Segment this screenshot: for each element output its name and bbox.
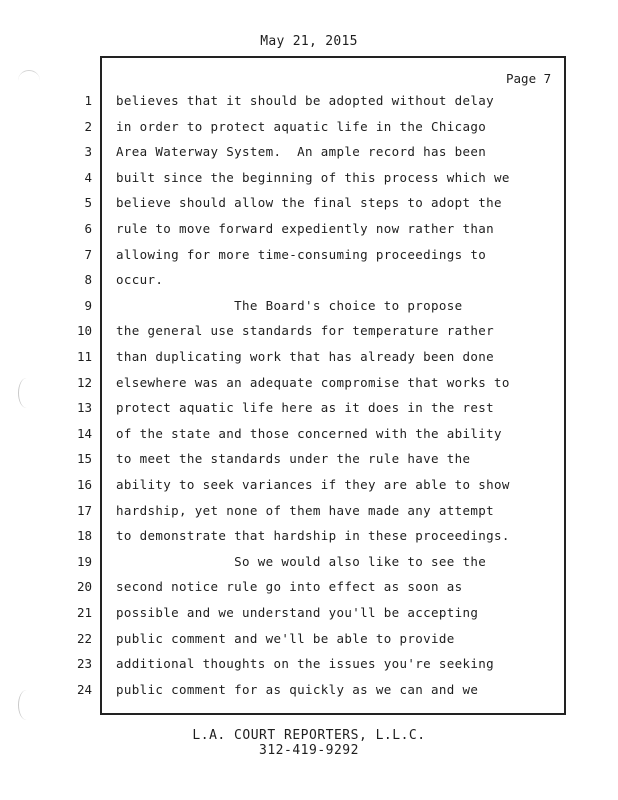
line-number: 17 <box>76 502 92 518</box>
line-number: 18 <box>76 528 92 544</box>
transcript-line: than duplicating work that has already been done <box>116 349 495 364</box>
line-number: 13 <box>76 400 92 416</box>
transcript-line: Area Waterway System. An ample record has been <box>116 144 487 160</box>
line-number: 8 <box>84 272 92 288</box>
line-number: 23 <box>76 656 92 672</box>
transcript-line: public comment for as quickly as we can and we <box>116 681 479 697</box>
transcript-line: of the state and those concerned with the ability <box>116 425 502 441</box>
line-number: 15 <box>76 451 92 467</box>
transcript-line: in order to protect aquatic life in the Chicago <box>116 118 487 134</box>
line-number: 6 <box>84 221 92 236</box>
transcript-line: believes that it should be adopted without delay <box>116 93 495 108</box>
line-number: 5 <box>84 195 92 211</box>
transcript-line: to demonstrate that hardship in these proceedings. <box>116 528 510 544</box>
line-number: 14 <box>76 425 92 441</box>
transcript-line: hardship, yet none of them have made any attempt <box>116 502 495 518</box>
header-date: May 21, 2015 <box>260 34 358 49</box>
transcript-line: possible and we understand you'll be accepting <box>116 605 479 620</box>
transcript-line: additional thoughts on the issues you're seeking <box>116 656 495 672</box>
line-number: 24 <box>76 681 92 697</box>
line-number: 2 <box>84 118 92 134</box>
transcript-line: protect aquatic life here as it does in the rest <box>116 400 495 416</box>
transcript-line: ability to seek variances if they are able to show <box>116 477 510 492</box>
line-number: 9 <box>84 297 92 313</box>
line-number: 20 <box>76 579 92 595</box>
line-number: 19 <box>76 553 92 569</box>
line-number: 12 <box>76 374 92 390</box>
transcript-line: public comment and we'll be able to provide <box>116 630 455 646</box>
transcript-line: believe should allow the final steps to adopt the <box>116 195 502 211</box>
transcript-line: built since the beginning of this process which we <box>116 169 510 185</box>
transcript-line: So we would also like to see the <box>116 553 487 569</box>
footer-phone: 312-419-9292 <box>259 743 359 758</box>
transcript-line: second notice rule go into effect as soon as <box>116 579 463 595</box>
line-number: 4 <box>84 169 92 185</box>
line-number: 16 <box>76 477 92 492</box>
footer-company: L.A. COURT REPORTERS, L.L.C. <box>192 728 426 743</box>
transcript-line: to meet the standards under the rule have the <box>116 451 471 467</box>
line-number: 11 <box>76 349 92 364</box>
transcript-line: allowing for more time-consuming proceedings to <box>116 246 487 262</box>
transcript-line: rule to move forward expediently now rather than <box>116 221 495 236</box>
line-number: 7 <box>84 246 92 262</box>
punch-hole-mark <box>18 70 40 91</box>
line-number: 1 <box>84 93 92 108</box>
line-number: 10 <box>76 323 92 339</box>
transcript-line: occur. <box>116 272 164 288</box>
line-number: 21 <box>76 605 92 620</box>
punch-hole-mark <box>18 378 35 408</box>
transcript-line: The Board's choice to propose <box>116 297 463 313</box>
transcript-line: elsewhere was an adequate compromise that works to <box>116 374 510 390</box>
punch-hole-mark <box>18 690 35 720</box>
line-number: 22 <box>76 630 92 646</box>
line-number: 3 <box>84 144 92 160</box>
page-number: Page 7 <box>506 71 552 86</box>
transcript-line: the general use standards for temperature rather <box>116 323 495 339</box>
